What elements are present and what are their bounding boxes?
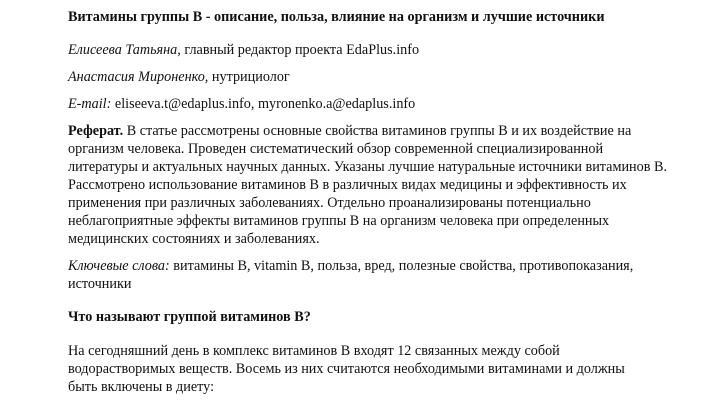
abstract-paragraph xyxy=(68,122,668,248)
section-heading: Что называют группой витаминов В? xyxy=(68,309,311,325)
keywords-text: витамины В, vitamin B, польза, вред, полезные свойства, противопоказания, источники xyxy=(68,258,634,292)
email-label: E-mail: xyxy=(68,96,112,112)
author-role-2: нутрициолог xyxy=(208,69,290,85)
abstract-label: Реферат. xyxy=(68,123,124,139)
author-name-1: Елисеева Татьяна, xyxy=(68,42,181,58)
author-line-1 xyxy=(68,41,419,59)
section-paragraph: На сегодняшний день в комплекс витаминов В входят 12 связанных между собой водорастворимых веществ. Восемь из них считаются необходимыми витаминами и должны быть включены в диету: xyxy=(68,343,625,395)
keywords-label: Ключевые слова: xyxy=(68,258,170,274)
keywords-paragraph xyxy=(68,257,668,293)
email-addresses: eliseeva.t@edaplus.info, myronenko.a@edaplus.info xyxy=(111,96,416,112)
article-title: Витамины группы В - описание, польза, влияние на организм и лучшие источники xyxy=(68,9,605,25)
email-line xyxy=(68,95,415,113)
author-role-1: главный редактор проекта EdaPlus.info xyxy=(180,42,420,58)
author-name-2: Анастасия Мироненко, xyxy=(68,69,209,85)
author-line-2 xyxy=(68,68,290,86)
abstract-text: В статье рассмотрены основные свойства витаминов группы В и их воздействие на организм человека. Проведен систематический обзор современной специализированной литературы и актуальных научных данных. Указаны лучшие натуральные источники витаминов В. Рассмотрено использование витаминов В в различных видах медицины и эффективность их применения при различных заболеваниях. Отдельно проанализированы потенциально неблагоприятные эффекты витаминов группы В на организм человека при определенных медицинских состояниях и заболеваниях. xyxy=(68,123,667,247)
